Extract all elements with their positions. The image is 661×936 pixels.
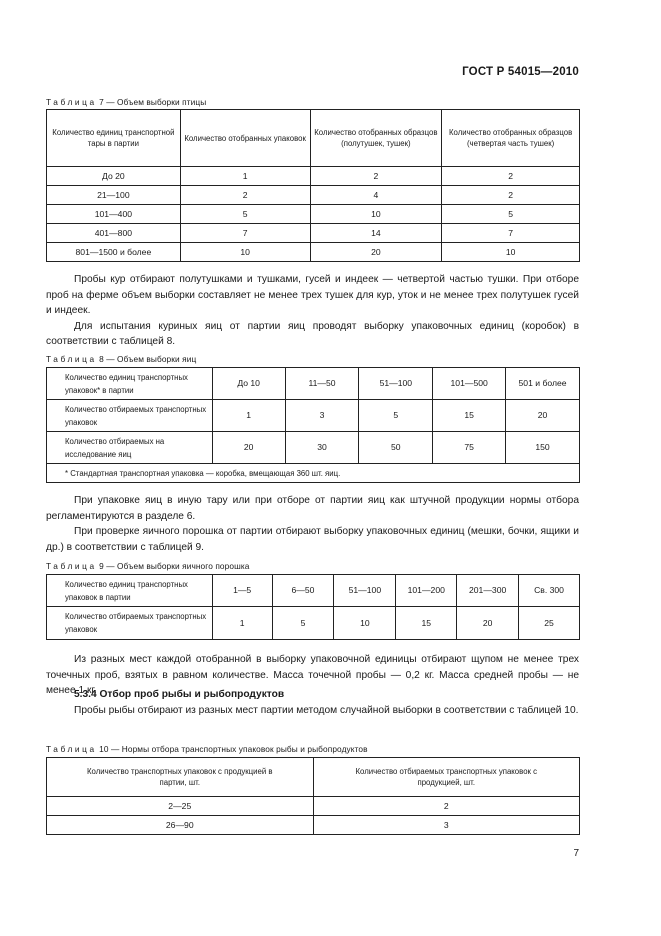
paragraph-text: При упаковке яиц в иную тару или при отборе от партии яиц как штучной продукции нормы отбора регламентируются в разделе 6. [46,495,579,522]
table9-cell: Св. 300 [519,575,580,607]
table7-cell: 7 [180,224,310,243]
table9-caption [46,561,249,571]
table8-cell: 51—100 [359,368,433,400]
table10-header-cell: Количество транспортных упаковок с продукцией в партии, шт. [47,758,314,797]
table7-cell: До 20 [47,167,181,186]
paragraph-text: Из разных мест каждой отобранной в выборку упаковочной единицы отбирают щупом не менее трех точечных проб, взятых в равном количестве. Масса точечной пробы — 0,2 кг. Масса средней пробы — не менее 1 кг. [46,654,579,696]
table9-cell: 1 [212,607,272,640]
table8-caption [46,354,196,364]
table10-cell: 2—25 [47,797,314,816]
table8-cell: 150 [506,432,580,464]
table7-cell: 21—100 [47,186,181,205]
paragraph-egg-packaging [46,493,579,555]
table10-caption [46,744,368,754]
table7-cell: 10 [180,243,310,262]
table9-cell: 101—200 [396,575,457,607]
table-row [47,432,580,464]
table7-header-cell: Количество отобранных образцов (полутушек, тушек) [310,110,442,167]
table7-cell: 4 [310,186,442,205]
table9-cell: 25 [519,607,580,640]
table8-cell: 20 [506,400,580,432]
table9-label: Таблица [46,561,97,571]
table7-header-cell: Количество единиц транспортной тары в партии [47,110,181,167]
table7-label: Таблица [46,97,97,107]
table7-cell: 10 [310,205,442,224]
paragraph-fish-sampling [46,703,579,719]
table7-header-cell: Количество отобранных образцов (четвертая часть тушек) [442,110,580,167]
table9-cell: 5 [272,607,334,640]
table7 [46,109,580,262]
table7-cell: 7 [442,224,580,243]
page-number: 7 [573,848,579,859]
table8-footnote: * Стандартная транспортная упаковка — коробка, вмещающая 360 шт. яиц. [47,464,580,483]
table-row [47,607,580,640]
document-code: ГОСТ Р 54015—2010 [462,66,579,78]
table7-title: 7 — Объем выборки птицы [99,97,207,107]
table9-cell: 20 [457,607,519,640]
table8-cell: 20 [212,432,285,464]
table7-cell: 5 [442,205,580,224]
table8-row-label: Количество отбираемых транспортных упаковок [47,400,213,432]
table7-cell: 1 [180,167,310,186]
table8 [46,367,580,483]
paragraph-poultry-sampling [46,272,579,350]
table9-row-label: Количество отбираемых транспортных упаковок [47,607,213,640]
table9-cell: 51—100 [334,575,396,607]
table9-cell: 201—300 [457,575,519,607]
table8-label: Таблица [46,354,97,364]
paragraph-text: Пробы кур отбирают полутушками и тушками, гусей и индеек — четвертой частью тушки. При отборе проб на ферме объем выборки составляет не менее трех тушек для кур, уток и не менее трех полутушек гусей и индеек. [46,274,579,316]
table10-cell: 26—90 [47,816,314,835]
table-row [47,186,580,205]
table8-cell: 501 и более [506,368,580,400]
table7-cell: 5 [180,205,310,224]
table7-caption [46,97,206,107]
table7-cell: 401—800 [47,224,181,243]
table8-cell: 1 [212,400,285,432]
table8-row-label: Количество единиц транспортных упаковок* в партии [47,368,213,400]
table8-cell: 101—500 [433,368,506,400]
table9-cell: 6—50 [272,575,334,607]
table9-cell: 10 [334,607,396,640]
table9 [46,574,580,640]
table9-cell: 1—5 [212,575,272,607]
table8-cell: 50 [359,432,433,464]
table-row [47,368,580,400]
table8-cell: 15 [433,400,506,432]
table7-cell: 2 [310,167,442,186]
table10 [46,757,580,835]
table-row [47,224,580,243]
table10-label: Таблица [46,744,97,754]
table9-cell: 15 [396,607,457,640]
table9-row-label: Количество единиц транспортных упаковок в партии [47,575,213,607]
table7-cell: 2 [442,186,580,205]
table-row [47,797,580,816]
table7-cell: 14 [310,224,442,243]
paragraph-text: Для испытания куриных яиц от партии яиц проводят выборку упаковочных единиц (коробок) в соответствии с таблицей 8. [46,320,579,347]
table8-row-label: Количество отбираемых на исследование яиц [47,432,213,464]
table-row [47,400,580,432]
table7-cell: 801—1500 и более [47,243,181,262]
paragraph-text: Пробы рыбы отбирают из разных мест партии методом случайной выборки в соответствии с таблицей 10. [74,705,579,716]
table10-cell: 3 [313,816,579,835]
table7-cell: 2 [442,167,580,186]
table-row [47,243,580,262]
table9-title: 9 — Объем выборки яичного порошка [99,561,250,571]
paragraph-text: При проверке яичного порошка от партии отбирают выборку упаковочных единиц (мешки, бочки, ящики и др.) в соответствии с таблицей 9. [46,526,579,553]
table7-cell: 20 [310,243,442,262]
table8-cell: 3 [285,400,359,432]
table10-title: 10 — Нормы отбора транспортных упаковок рыбы и рыбопродуктов [99,744,368,754]
table7-cell: 2 [180,186,310,205]
table8-cell: До 10 [212,368,285,400]
table7-cell: 10 [442,243,580,262]
table8-title: 8 — Объем выборки яиц [99,354,197,364]
table7-cell: 101—400 [47,205,181,224]
table-row [47,205,580,224]
table8-cell: 5 [359,400,433,432]
table10-header-cell: Количество отбираемых транспортных упаковок с продукцией, шт. [313,758,579,797]
table8-cell: 75 [433,432,506,464]
table8-cell: 11—50 [285,368,359,400]
table-row [47,167,580,186]
table10-cell: 2 [313,797,579,816]
table-row [47,575,580,607]
table-row [47,816,580,835]
table8-cell: 30 [285,432,359,464]
section-heading: 5.3.4 Отбор проб рыбы и рыбопродуктов [74,689,285,700]
table7-header-cell: Количество отобранных упаковок [180,110,310,167]
